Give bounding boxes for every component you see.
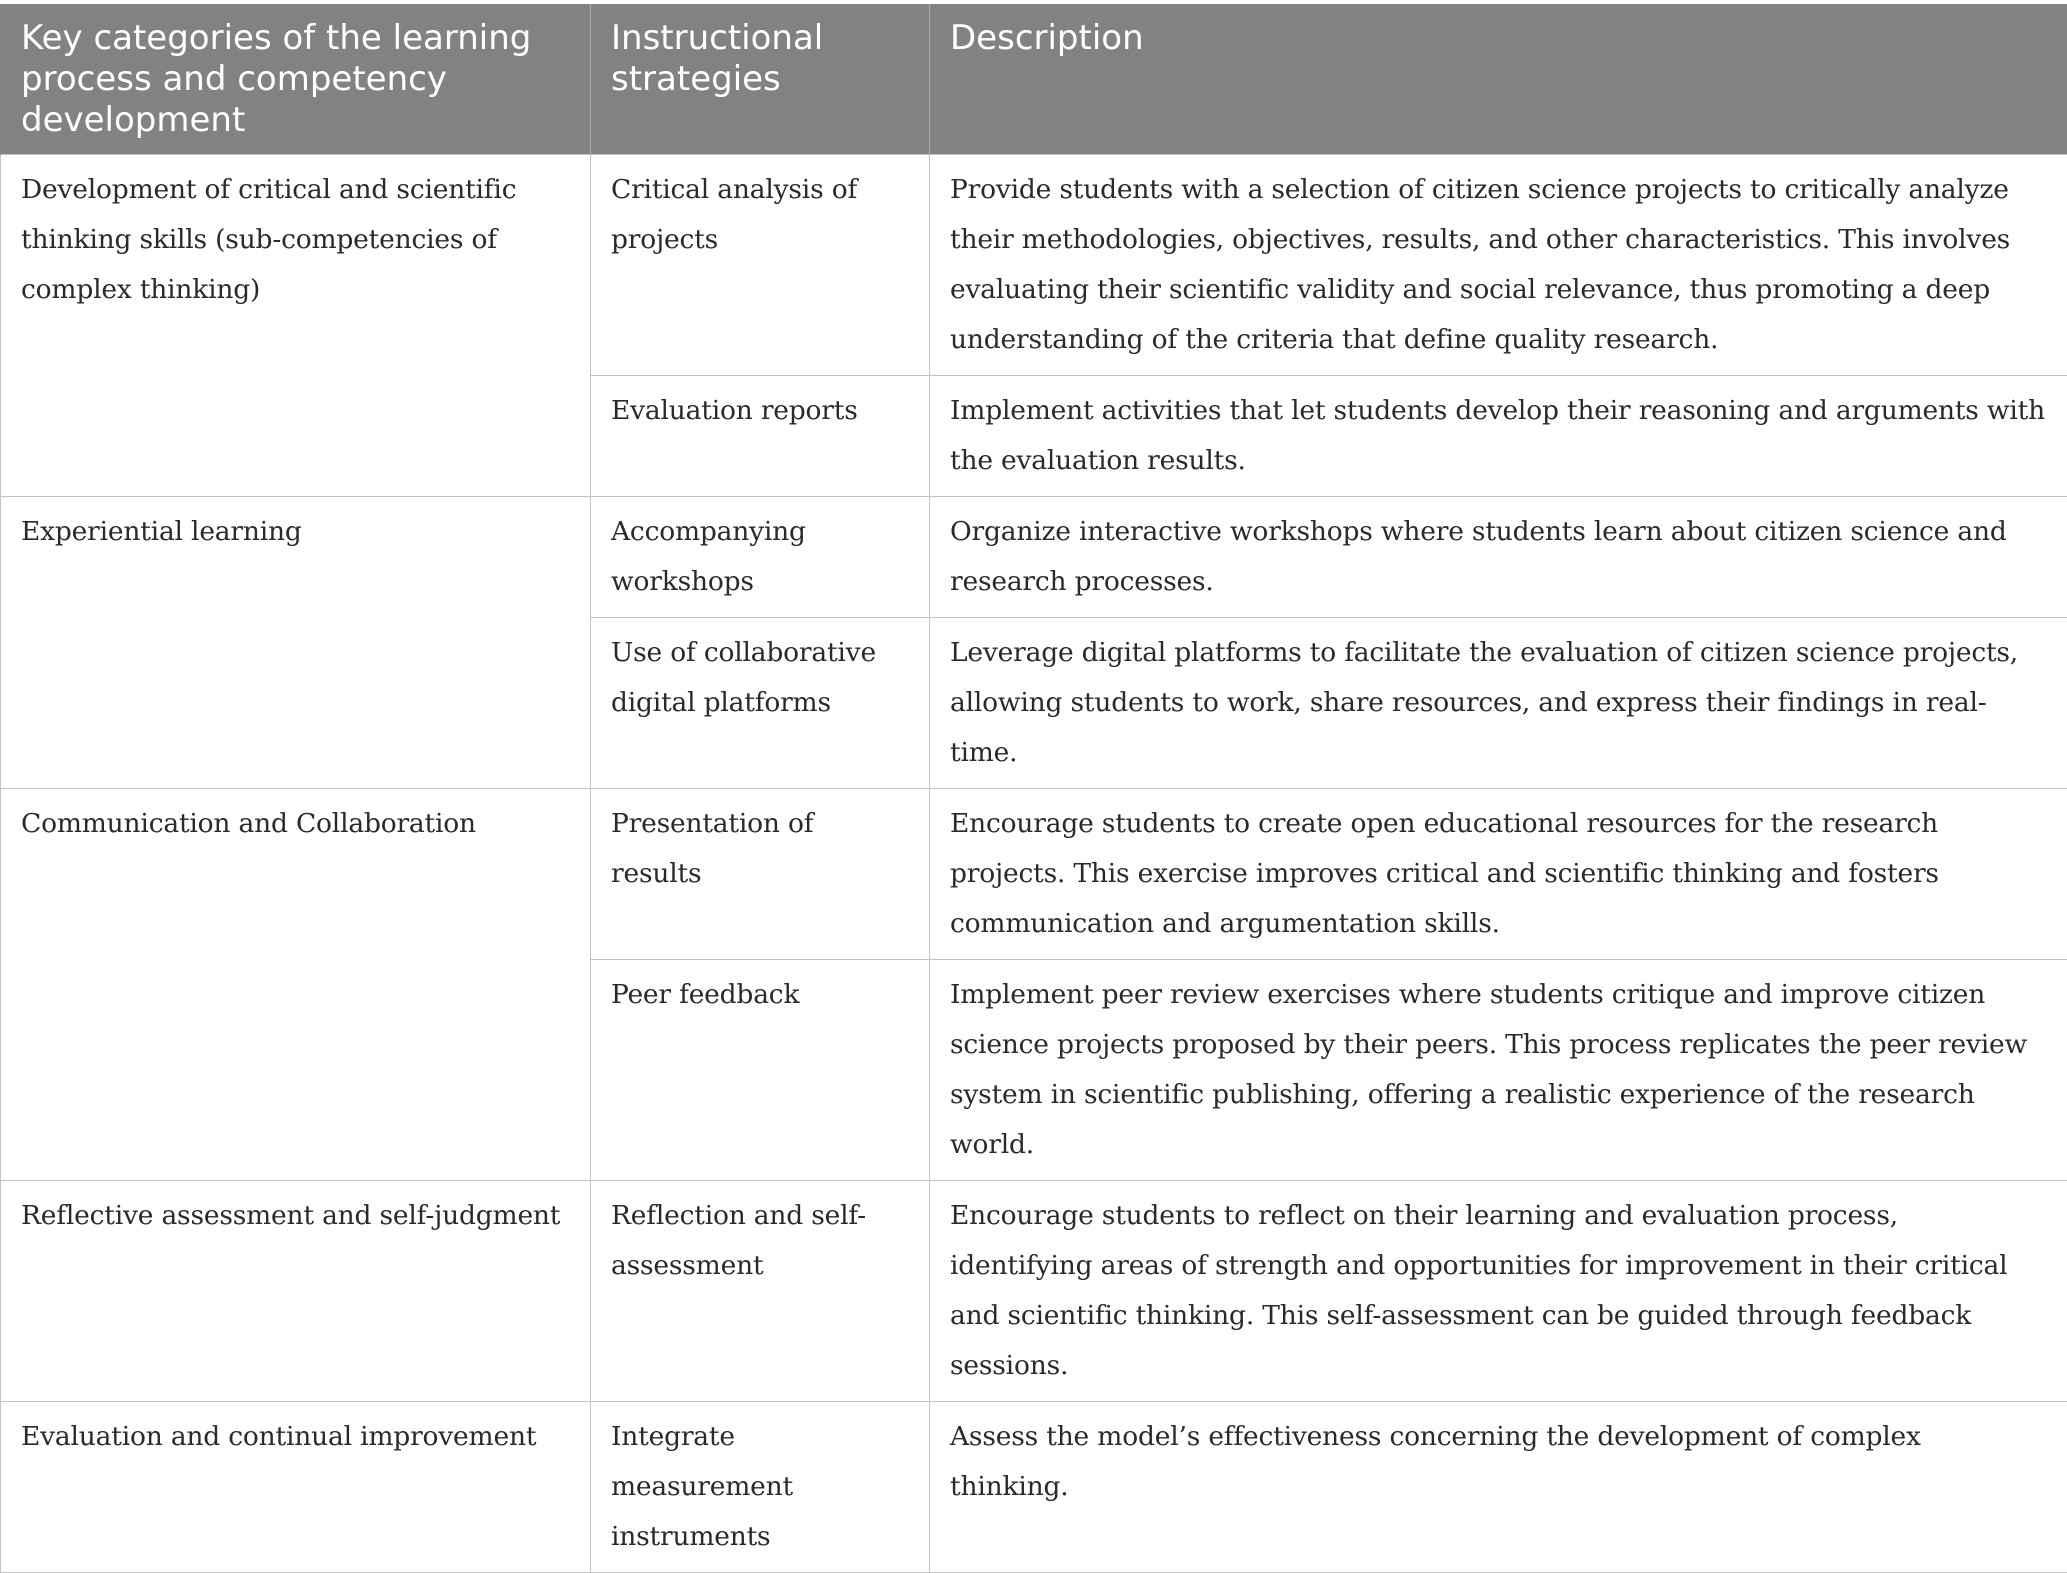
table-row	[1, 496, 2067, 617]
description-cell: Implement peer review exercises where students critique and improve citizen science projects proposed by their peers. This process replicates the peer review system in scientific publishing, offering a realistic experience of the research world.	[930, 959, 2067, 1180]
description-cell: Encourage students to create open educational resources for the research projects. This exercise improves critical and scientific thinking and fosters communication and argumentation skills.	[930, 788, 2067, 959]
strategy-cell: Accompanying workshops	[591, 496, 930, 617]
strategy-cell: Use of collaborative digital platforms	[591, 617, 930, 788]
table-row	[1, 154, 2067, 375]
category-cell: Evaluation and continual improvement	[1, 1401, 591, 1572]
column-header-strategies: Instructional strategies	[591, 4, 930, 154]
strategy-cell: Presentation of results	[591, 788, 930, 959]
table-header-row	[1, 4, 2067, 154]
category-cell: Development of critical and scientific thinking skills (sub-competencies of complex thinking)	[1, 154, 591, 496]
description-cell: Implement activities that let students develop their reasoning and arguments with the evaluation results.	[930, 375, 2067, 496]
strategy-cell: Reflection and self-assessment	[591, 1180, 930, 1401]
table-row	[1, 788, 2067, 959]
strategies-table	[0, 4, 2067, 1573]
description-cell: Encourage students to reflect on their learning and evaluation process, identifying areas of strength and opportunities for improvement in their critical and scientific thinking. This self-assessment can be guided through feedback sessions.	[930, 1180, 2067, 1401]
column-header-description: Description	[930, 4, 2067, 154]
description-cell: Leverage digital platforms to facilitate the evaluation of citizen science projects, allowing students to work, share resources, and express their findings in real-time.	[930, 617, 2067, 788]
category-cell: Communication and Collaboration	[1, 788, 591, 1180]
category-cell: Experiential learning	[1, 496, 591, 788]
description-cell: Provide students with a selection of citizen science projects to critically analyze their methodologies, objectives, results, and other characteristics. This involves evaluating their scientific validity and social relevance, thus promoting a deep understanding of the criteria that define quality research.	[930, 154, 2067, 375]
strategy-cell: Integrate measurement instruments	[591, 1401, 930, 1572]
description-cell: Organize interactive workshops where students learn about citizen science and research processes.	[930, 496, 2067, 617]
strategy-cell: Peer feedback	[591, 959, 930, 1180]
category-cell: Reflective assessment and self-judgment	[1, 1180, 591, 1401]
strategy-cell: Evaluation reports	[591, 375, 930, 496]
description-cell: Assess the model’s effectiveness concerning the development of complex thinking.	[930, 1401, 2067, 1572]
column-header-categories: Key categories of the learning process and competency development	[1, 4, 591, 154]
strategy-cell: Critical analysis of projects	[591, 154, 930, 375]
table-row	[1, 1180, 2067, 1401]
table-row	[1, 1401, 2067, 1572]
